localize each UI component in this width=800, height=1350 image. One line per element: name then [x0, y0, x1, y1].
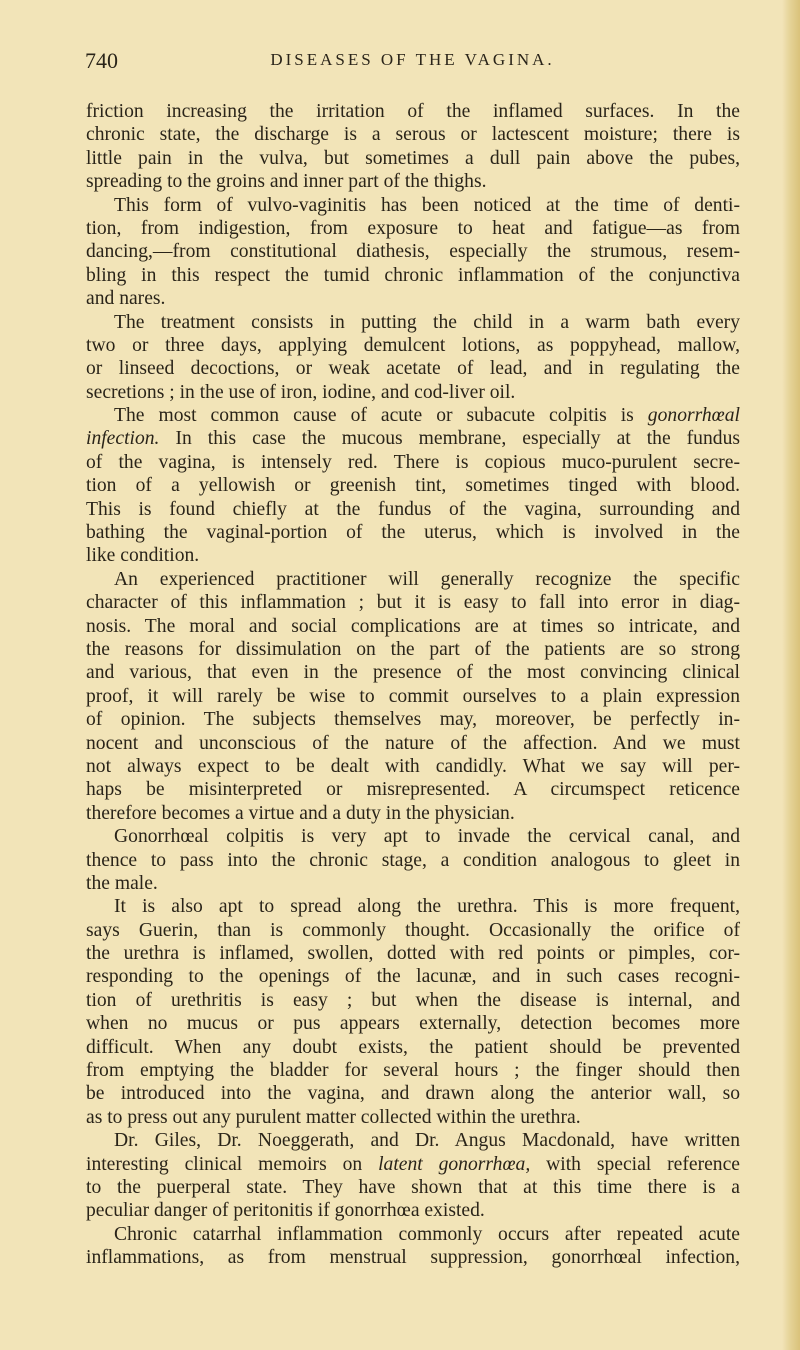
- text-line: [86, 778, 740, 801]
- text-segment: inflammations, as from menstrual suppression, gonorrhœal infection,: [86, 1247, 740, 1269]
- text-line: [86, 1176, 740, 1199]
- text-line: [86, 264, 740, 287]
- body-text: [86, 100, 740, 1270]
- text-line: [86, 1036, 740, 1059]
- text-segment: It is also apt to spread along the urethra. This is more frequent,: [114, 896, 740, 918]
- text-line: [86, 661, 740, 684]
- running-title: DISEASES OF THE VAGINA.: [270, 50, 555, 69]
- text-line: [86, 591, 740, 614]
- text-segment: the male.: [86, 872, 158, 894]
- text-segment: not always expect to be dealt with candidly. What we say will per-: [86, 755, 740, 777]
- text-line: [86, 1246, 740, 1269]
- page-number: 740: [85, 48, 118, 73]
- text-segment: like condition.: [86, 545, 200, 567]
- text-segment: therefore becomes a virtue and a duty in the physician.: [86, 802, 515, 824]
- text-segment: secretions ; in the use of iron, iodine, and cod-liver oil.: [86, 381, 516, 403]
- text-line: [86, 1223, 740, 1246]
- text-line: [86, 474, 740, 497]
- text-segment: the reasons for dissimulation on the part of the patients are so strong: [86, 638, 740, 660]
- text-line: [86, 1012, 740, 1035]
- text-segment: when no mucus or pus appears externally, detection becomes more: [86, 1013, 740, 1035]
- text-segment: from emptying the bladder for several hours ; the finger should then: [86, 1060, 740, 1082]
- text-segment: Gonorrhœal colpitis is very apt to invade the cervical canal, and: [114, 826, 740, 848]
- text-line: [86, 451, 740, 474]
- text-segment: haps be misinterpreted or misrepresented. A circumspect reticence: [86, 779, 740, 801]
- text-line: [86, 100, 740, 123]
- italic-text: latent gonorrhœa,: [378, 1153, 531, 1175]
- text-segment: character of this inflammation ; but it is easy to fall into error in diag-: [86, 592, 740, 614]
- text-line: [86, 170, 740, 193]
- text-segment: of the vagina, is intensely red. There is copious muco-purulent secre-: [86, 451, 740, 473]
- text-segment: Chronic catarrhal inflammation commonly occurs after repeated acute: [114, 1223, 740, 1245]
- text-segment: An experienced practitioner will generally recognize the specific: [114, 568, 740, 590]
- text-segment: In this case the mucous membrane, especially at the fundus: [159, 428, 740, 450]
- italic-text: infection.: [86, 428, 160, 450]
- text-segment: This form of vulvo-vaginitis has been noticed at the time of denti-: [114, 194, 740, 216]
- text-line: [86, 825, 740, 848]
- text-line: [86, 1059, 740, 1082]
- text-segment: dancing,—from constitutional diathesis, especially the strumous, resem-: [86, 241, 740, 263]
- text-segment: tion of urethritis is easy ; but when the disease is internal, and: [86, 989, 740, 1011]
- text-line: [86, 895, 740, 918]
- page-edge-shadow: [782, 0, 800, 1350]
- text-segment: difficult. When any doubt exists, the patient should be prevented: [86, 1036, 740, 1058]
- text-line: [86, 357, 740, 380]
- text-segment: of opinion. The subjects themselves may, moreover, be perfectly in-: [86, 709, 740, 731]
- text-segment: and various, that even in the presence of the most convincing clinical: [86, 662, 740, 684]
- text-segment: bling in this respect the tumid chronic inflammation of the conjunctiva: [86, 264, 740, 286]
- text-segment: the urethra is inflamed, swollen, dotted with red points or pimples, cor-: [86, 943, 740, 965]
- text-line: [86, 638, 740, 661]
- text-line: [86, 544, 740, 567]
- text-segment: interesting clinical memoirs on: [86, 1153, 379, 1175]
- text-segment: nosis. The moral and social complications are at times so intricate, and: [86, 615, 740, 637]
- text-line: [86, 1082, 740, 1105]
- text-line: [86, 965, 740, 988]
- text-line: [86, 123, 740, 146]
- text-segment: Dr. Giles, Dr. Noeggerath, and Dr. Angus Macdonald, have written: [114, 1130, 740, 1152]
- text-line: [86, 240, 740, 263]
- text-line: [86, 404, 740, 427]
- text-segment: with special reference: [530, 1153, 740, 1175]
- text-line: [86, 568, 740, 591]
- text-line: [86, 685, 740, 708]
- text-line: [86, 989, 740, 1012]
- text-segment: proof, it will rarely be wise to commit ourselves to a plain expression: [86, 685, 740, 707]
- text-line: [86, 287, 740, 310]
- text-segment: responding to the openings of the lacunæ, and in such cases recogni-: [86, 966, 740, 988]
- text-segment: spreading to the groins and inner part of the thighs.: [86, 171, 487, 193]
- text-segment: thence to pass into the chronic stage, a condition analogous to gleet in: [86, 849, 740, 871]
- text-line: [86, 334, 740, 357]
- text-segment: little pain in the vulva, but sometimes a dull pain above the pubes,: [86, 147, 740, 169]
- text-segment: tion of a yellowish or greenish tint, sometimes tinged with blood.: [86, 475, 740, 497]
- text-line: [86, 1199, 740, 1222]
- text-line: [86, 1106, 740, 1129]
- running-header: [85, 48, 740, 78]
- text-segment: and nares.: [86, 288, 166, 310]
- text-line: [86, 872, 740, 895]
- text-segment: says Guerin, than is commonly thought. Occasionally the orifice of: [86, 919, 740, 941]
- text-segment: This is found chiefly at the fundus of the vagina, surrounding and: [86, 498, 740, 520]
- text-line: [86, 1153, 740, 1176]
- text-segment: friction increasing the irritation of the inflamed surfaces. In the: [86, 101, 740, 122]
- text-line: [86, 849, 740, 872]
- text-line: [86, 802, 740, 825]
- text-line: [86, 942, 740, 965]
- text-line: [86, 498, 740, 521]
- text-segment: nocent and unconscious of the nature of the affection. And we must: [86, 732, 740, 754]
- text-line: [86, 427, 740, 450]
- text-line: [86, 194, 740, 217]
- text-segment: tion, from indigestion, from exposure to heat and fatigue—as from: [86, 217, 740, 239]
- text-line: [86, 147, 740, 170]
- text-line: [86, 217, 740, 240]
- italic-text: gonorrhœal: [647, 405, 740, 427]
- text-line: [86, 755, 740, 778]
- text-segment: chronic state, the discharge is a serous or lactescent moisture; there is: [86, 124, 740, 146]
- text-segment: be introduced into the vagina, and drawn along the anterior wall, so: [86, 1083, 740, 1105]
- text-line: [86, 1129, 740, 1152]
- text-segment: two or three days, applying demulcent lotions, as poppyhead, mallow,: [86, 334, 740, 356]
- text-segment: The treatment consists in putting the child in a warm bath every: [114, 311, 740, 333]
- text-line: [86, 521, 740, 544]
- text-line: [86, 732, 740, 755]
- text-line: [86, 708, 740, 731]
- text-line: [86, 311, 740, 334]
- text-line: [86, 615, 740, 638]
- text-line: [86, 919, 740, 942]
- text-segment: to the puerperal state. They have shown that at this time there is a: [86, 1176, 740, 1198]
- text-line: [86, 381, 740, 404]
- text-segment: as to press out any purulent matter collected within the urethra.: [86, 1106, 581, 1128]
- text-segment: The most common cause of acute or subacute colpitis is: [114, 405, 648, 427]
- text-segment: bathing the vaginal-portion of the uterus, which is involved in the: [86, 522, 740, 544]
- text-segment: or linseed decoctions, or weak acetate of lead, and in regulating the: [86, 358, 740, 380]
- text-segment: peculiar danger of peritonitis if gonorrhœa existed.: [86, 1200, 485, 1222]
